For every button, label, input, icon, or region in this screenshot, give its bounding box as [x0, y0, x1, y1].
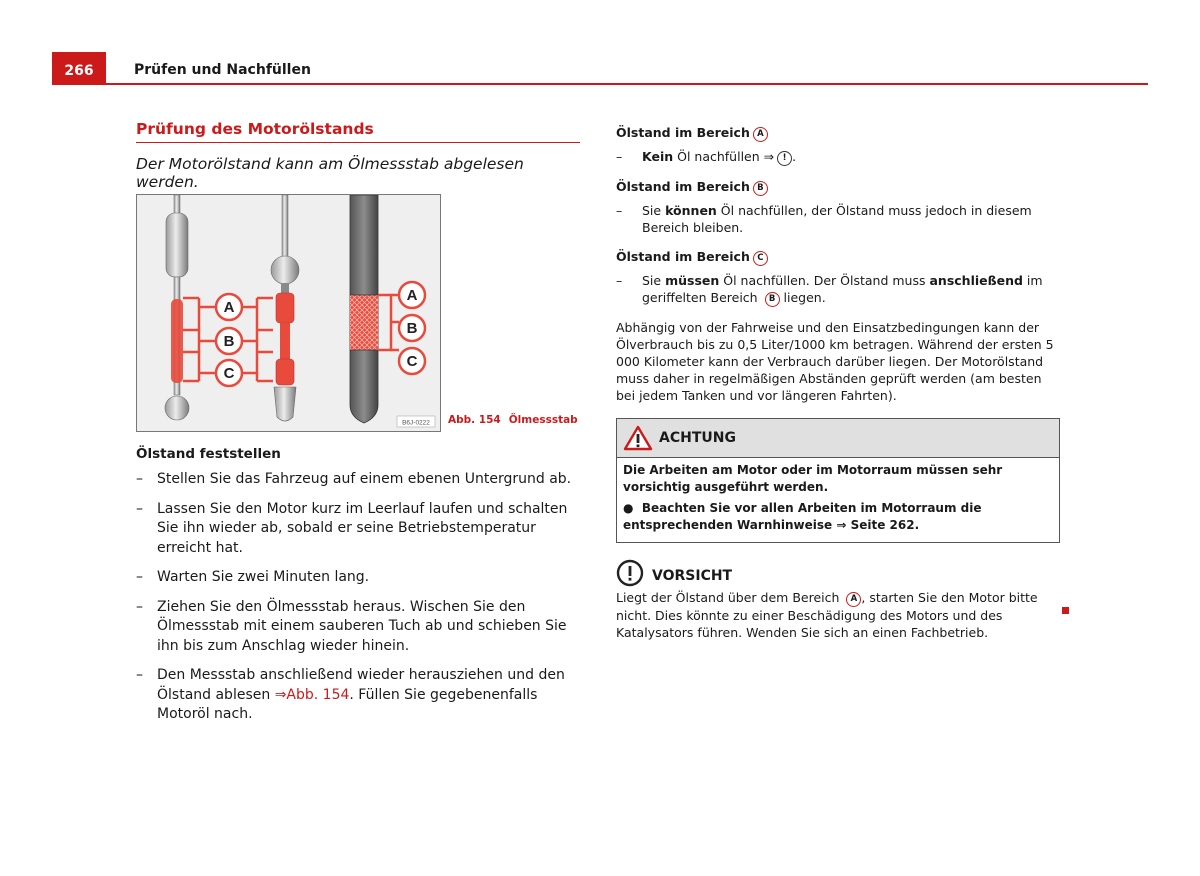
section-end-marker [1062, 607, 1069, 614]
list-item [136, 568, 580, 588]
list-dash: – [136, 667, 143, 683]
notice-title: VORSICHT [652, 568, 733, 584]
exclamation-circle-icon [616, 559, 644, 587]
level-title-text: Ölstand im Bereich [616, 179, 750, 194]
level-b-pre: Sie [642, 203, 666, 218]
level-a-bold: Kein [642, 149, 674, 164]
warning-title: ACHTUNG [659, 430, 736, 446]
label-a-right: A [406, 287, 418, 304]
bullet-icon: ● [623, 501, 634, 515]
section-intro: Der Motorölstand kann am Ölmessstab abgelesen werden. [136, 155, 524, 191]
warning-text: Die Arbeiten am Motor oder im Motorraum müssen sehr vorsichtig ausgeführt werden. [623, 463, 1003, 494]
step-text: . Füllen Sie gegebenenfalls Motoröl nach. [157, 686, 538, 722]
step-text: Ziehen Sie den Ölmessstab heraus. Wischen Sie den Ölmessstab mit einem sauberen Tuch ab und schieben Sie ihn bis zum Anschlag wieder hinein. [157, 598, 567, 654]
procedure [136, 446, 580, 735]
notice-block [616, 559, 1060, 641]
list-dash: – [136, 471, 143, 487]
left-column [136, 120, 580, 722]
list-dash: – [136, 569, 143, 585]
level-c-text: Öl nachfüllen. Der Ölstand muss [719, 273, 930, 288]
list-item [136, 666, 580, 725]
list-dash: – [616, 273, 623, 288]
warning-bullet-item [623, 500, 1053, 534]
level-c-bold2: anschließend [929, 273, 1023, 288]
circle-letter-b-icon: B [753, 181, 768, 196]
dipstick-1 [165, 195, 189, 420]
step-text: Stellen Sie das Fahrzeug auf einem ebenen Untergrund ab. [157, 471, 572, 487]
list-item [136, 470, 580, 490]
label-c-right: C [406, 353, 418, 370]
warning-bullet-text: Beachten Sie vor allen Arbeiten im Motorraum die entsprechenden Warnhinweise ⇒ Seite 262. [623, 501, 982, 532]
label-circles [216, 282, 425, 386]
level-c-title [616, 248, 1060, 266]
level-a-item [616, 148, 1060, 166]
level-a-text: Öl nachfüllen ⇒ [673, 149, 775, 164]
header-rule [52, 83, 1148, 85]
warning-header [617, 419, 1059, 458]
section-title: Prüfung des Motorölstands [136, 120, 580, 143]
notice-text-after: , starten Sie den Motor bitte nicht. Dies könnte zu einer Beschädigung des Motors und des Katalysators führen. Wenden Sie sich an einen Fachbetrieb. [616, 590, 1038, 640]
notice-text [616, 589, 1046, 641]
level-b-text: Öl nachfüllen, der Ölstand muss jedoch in diesem Bereich bleiben. [642, 203, 1032, 235]
level-c-pre: Sie [642, 273, 666, 288]
step-text: Warten Sie zwei Minuten lang. [157, 569, 370, 585]
dipstick-illustration [137, 195, 440, 431]
circle-letter-c-icon: C [753, 251, 768, 266]
chapter-title: Prüfen und Nachfüllen [134, 62, 311, 78]
list-dash: – [616, 149, 623, 164]
page-header [52, 52, 1148, 84]
right-column [616, 124, 1060, 641]
figure-title: Ölmessstab [508, 414, 578, 426]
page-number: 266 [52, 52, 106, 84]
dipstick-3 [350, 195, 378, 423]
figure-caption [448, 414, 586, 426]
level-c-item [616, 272, 1060, 307]
figure-number: Abb. 154 [448, 414, 501, 426]
warning-body [617, 458, 1059, 542]
list-item [136, 500, 580, 559]
figure-code: B6J-0222 [402, 419, 430, 427]
step-text: Lassen Sie den Motor kurz im Leerlauf laufen und schalten Sie ihn wieder ab, sobald er seine Betriebstemperatur erreicht hat. [157, 500, 568, 556]
level-b-bold: können [665, 203, 717, 218]
figure-xref-link[interactable]: ⇒Abb. 154 [274, 686, 350, 703]
dipstick-2 [271, 195, 299, 421]
level-a-end: . [792, 149, 797, 164]
dipstick-figure [136, 194, 441, 432]
label-b-right: B [406, 320, 418, 337]
level-c-text2: im geriffelten Bereich [642, 273, 1043, 305]
level-b-item [616, 202, 1060, 236]
notice-text-before: Liegt der Ölstand über dem Bereich [616, 590, 844, 605]
level-c-bold: müssen [665, 273, 720, 288]
notice-header [616, 559, 1060, 587]
level-b-title [616, 178, 1060, 196]
list-item [136, 598, 580, 657]
list-dash: – [136, 598, 143, 615]
level-title-text: Ölstand im Bereich [616, 249, 750, 264]
level-title-text: Ölstand im Bereich [616, 125, 750, 140]
label-b-left: B [223, 333, 235, 350]
procedure-title: Ölstand feststellen [136, 446, 281, 462]
list-dash: – [616, 203, 623, 218]
circle-letter-a-icon: A [753, 127, 768, 142]
warning-triangle-icon [623, 425, 653, 451]
level-c-end: liegen. [779, 290, 826, 305]
step-text: Den Messstab anschließend wieder herausziehen und den Ölstand ablesen [157, 667, 565, 703]
warning-ref-icon[interactable]: ! [777, 151, 792, 166]
consumption-paragraph: Abhängig von der Fahrweise und den Einsatzbedingungen kann der Ölverbrauch bis zu 0,5 Liter/1000 km betragen. Während der ersten 5 000 Kilometer kann der Verbrauch darüber liegen. Der Motorölstand muss daher in regelmäßigen Abständen geprüft werden (am besten bei jedem Tanken und vor längeren Fahrten). [616, 320, 1054, 403]
warning-box [616, 418, 1060, 543]
circle-letter-a-icon: A [846, 592, 861, 607]
label-c-left: C [223, 365, 235, 382]
circle-letter-b-icon: B [765, 292, 780, 307]
level-a-title [616, 124, 1060, 142]
list-dash: – [136, 500, 143, 517]
label-a-left: A [223, 299, 235, 316]
